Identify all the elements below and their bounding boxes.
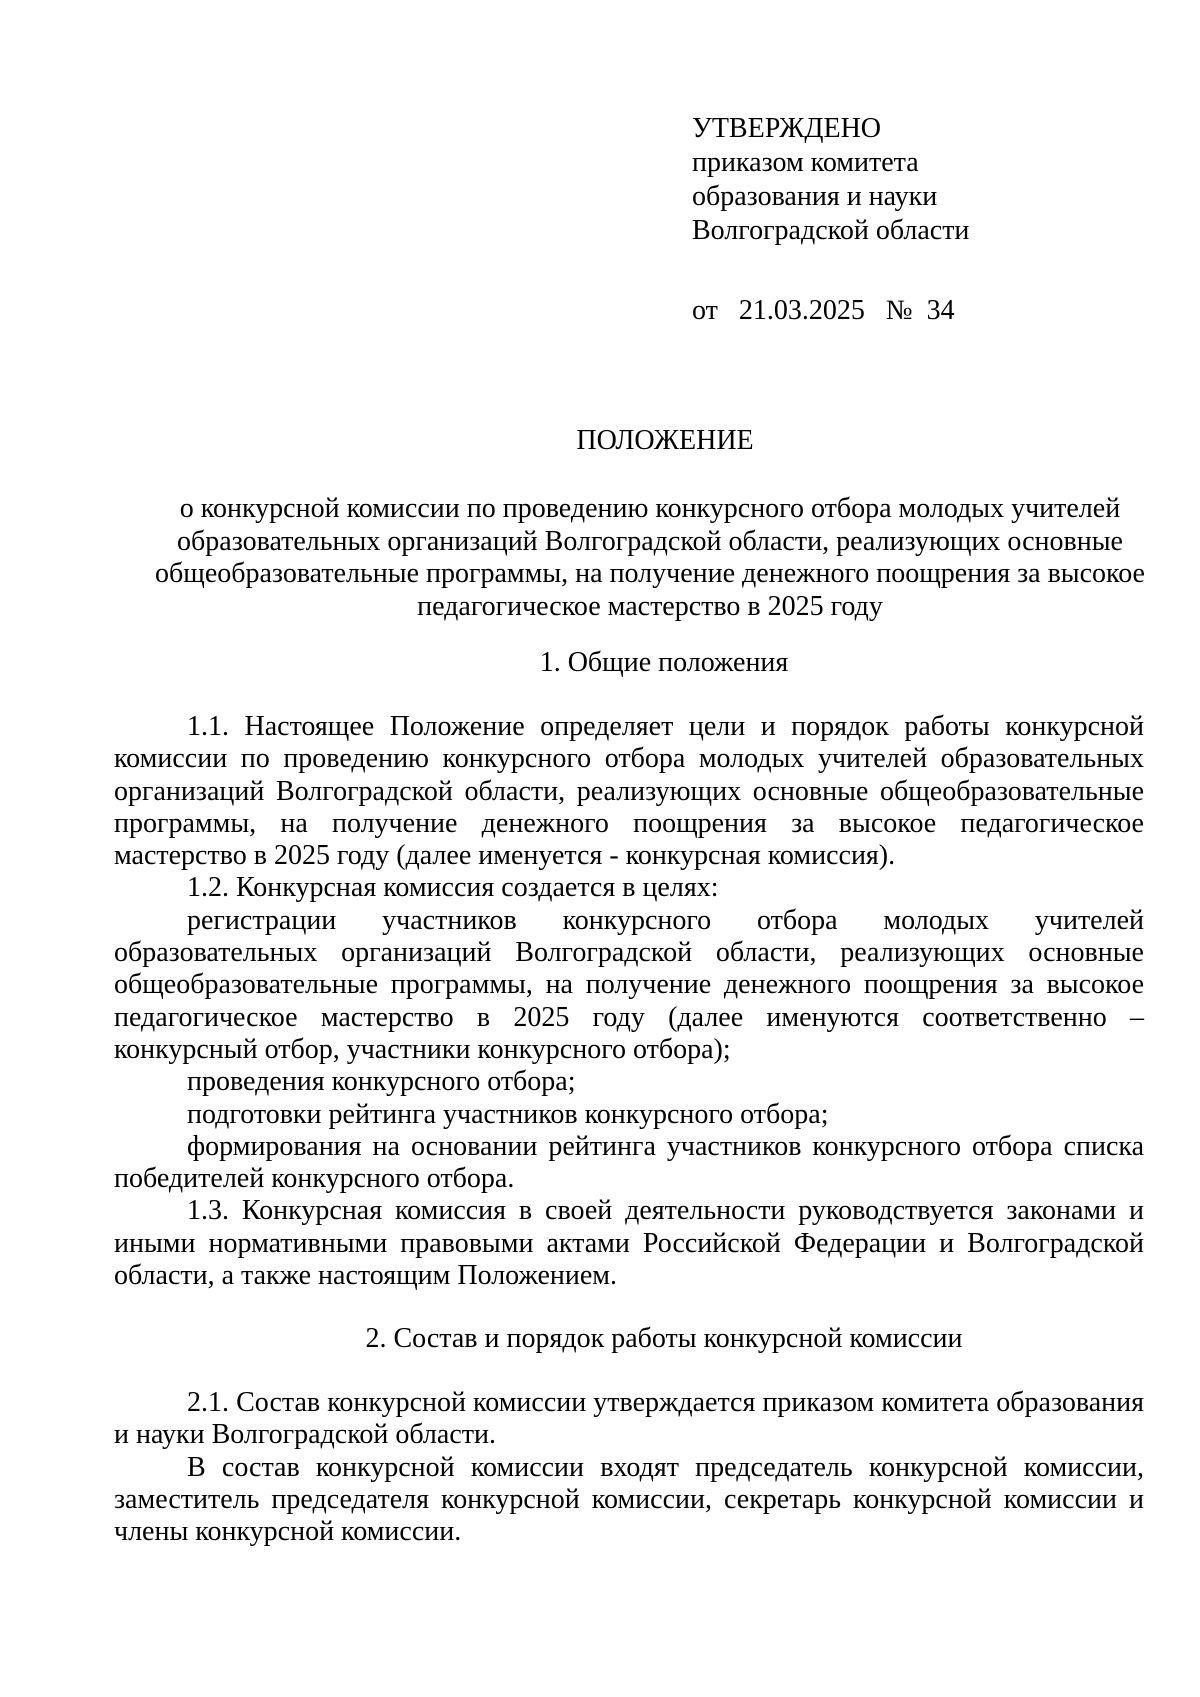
paragraph-1-2-item-rating: подготовки рейтинга участников конкурсного отбора; bbox=[187, 1098, 829, 1130]
paragraph-1-3: 1.3. Конкурсная комиссия в своей деятельности руководствуется законами и иными нормативными правовыми актами Российской Федерации и Волгоградской области, а также настоящим Положением. bbox=[114, 1195, 1144, 1292]
section-2-heading: 2. Состав и порядок работы конкурсной комиссии bbox=[365, 1323, 963, 1354]
document-subtitle: о конкурсной комиссии по проведению конкурсного отбора молодых учителей образовательных организаций Волгоградской области, реализующих основные общеобразовательные программы, на получение денежного поощрения за высокое педагогическое мастерство в 2025 году bbox=[155, 493, 1145, 622]
approval-heading: УТВЕРЖДЕНО bbox=[692, 113, 882, 144]
approval-committee-line: образования и науки bbox=[692, 181, 938, 212]
approval-date-number: от 21.03.2025 № 34 bbox=[692, 295, 955, 326]
document-title: ПОЛОЖЕНИЕ bbox=[576, 425, 754, 456]
approval-order-line: приказом комитета bbox=[692, 147, 919, 178]
section-1-heading: 1. Общие положения bbox=[539, 647, 789, 678]
section-1-body bbox=[114, 711, 1144, 1292]
approval-region-line: Волгоградской области bbox=[692, 215, 970, 246]
paragraph-1-2-item-conduct: проведения конкурсного отбора; bbox=[187, 1066, 576, 1098]
paragraph-1-1: 1.1. Настоящее Положение определяет цели и порядок работы конкурсной комиссии по проведению конкурсного отбора молодых учителей образовательных организаций Волгоградской области, реализующих основные общеобразовательные программы, на получение денежного поощрения за высокое педагогическое мастерство в 2025 году (далее именуется - конкурсная комиссия). bbox=[114, 711, 1144, 872]
paragraph-1-2-item-registration: регистрации участников конкурсного отбора молодых учителей образовательных организаций Волгоградской области, реализующих основные общеобразовательные программы, на получение денежного поощрения за высокое педагогическое мастерство в 2025 году (далее именуются соответственно – конкурсный отбор, участники конкурсного отбора); bbox=[114, 904, 1144, 1065]
approval-stamp bbox=[692, 112, 1132, 328]
section-2-body bbox=[114, 1387, 1144, 1548]
paragraph-2-1-composition: В состав конкурсной комиссии входят председатель конкурсной комиссии, заместитель председателя конкурсной комиссии, секретарь конкурсной комиссии и члены конкурсной комиссии. bbox=[114, 1451, 1144, 1548]
paragraph-1-2: 1.2. Конкурсная комиссия создается в целях: bbox=[187, 872, 719, 904]
paragraph-1-2-item-winners: формирования на основании рейтинга участников конкурсного отбора списка победителей конкурсного отбора. bbox=[114, 1130, 1144, 1195]
paragraph-2-1: 2.1. Состав конкурсной комиссии утверждается приказом комитета образования и науки Волгоградской области. bbox=[114, 1387, 1144, 1451]
